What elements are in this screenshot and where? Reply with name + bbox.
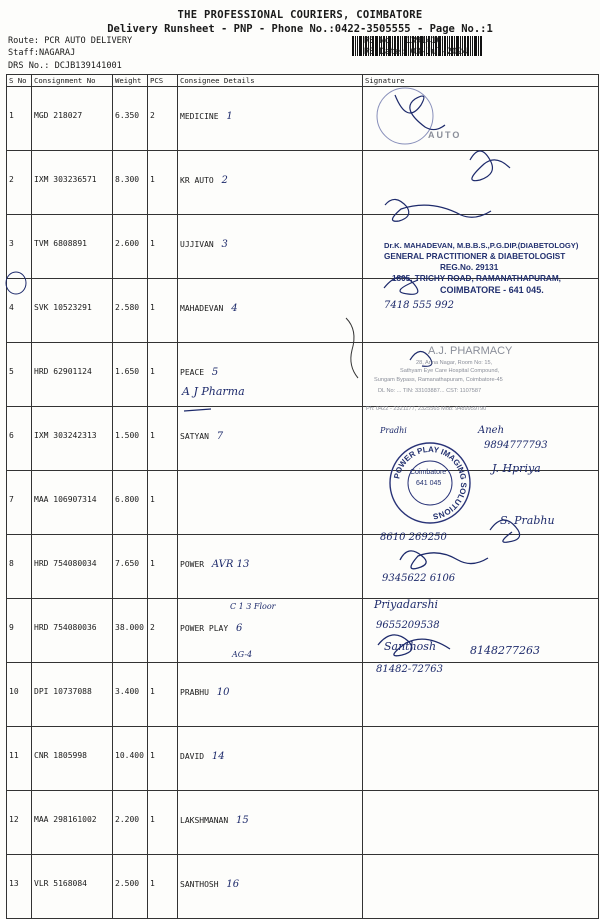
- runsheet-subtitle: Delivery Runsheet - PNP - Phone No.:0422-3505555 - Page No.:1: [107, 23, 493, 35]
- row-weight: 1.500: [113, 407, 148, 471]
- row-consignee: [178, 791, 363, 855]
- handwritten-name-row9: J. Hpriya: [492, 462, 541, 475]
- consignee-name: KR AUTO: [180, 176, 214, 185]
- handwritten-row-note: 5: [211, 367, 219, 378]
- handwritten-phone: 9345622 6106: [382, 573, 456, 584]
- handwritten-row-note: 10: [216, 687, 230, 698]
- consignee-name: POWER PLAY: [180, 624, 229, 633]
- row-pcs: 1: [148, 855, 178, 919]
- drs-value: DCJB139141001: [54, 61, 122, 71]
- pharmacy-stamp-line-6: Ph: 0422 - 2321177, 2325565 Mob: 9489959790: [366, 406, 487, 412]
- col-sno: S No: [7, 75, 32, 87]
- handwritten-row-note: 3: [221, 239, 228, 250]
- consignee-name: UJJIVAN: [180, 240, 214, 249]
- handwritten-phone: 81482-72763: [376, 664, 444, 675]
- staff-value: NAGARAJ: [39, 48, 76, 58]
- row-sno: 13: [7, 855, 32, 919]
- consignee-name: MEDICINE: [180, 112, 219, 121]
- handwritten-phone: 9894777793: [484, 440, 548, 451]
- imaging-stamp-ring-text: POWER PLAY IMAGING SOLUTIONS: [392, 444, 469, 521]
- row-pcs: 2: [148, 599, 178, 663]
- handwritten-phone: 8148277263: [470, 644, 540, 657]
- row-consignment: VLR 5168084: [32, 855, 113, 919]
- handwritten-name-row13: Santhosh: [384, 640, 437, 653]
- row-consignment: CNR 1805998: [32, 727, 113, 791]
- signature-scribble: [385, 199, 491, 221]
- handwritten-row-note: 14: [211, 751, 225, 762]
- signature-scribble: [400, 551, 488, 569]
- row-consignment: IXM 303236571: [32, 151, 113, 215]
- row-weight: 8.300: [113, 151, 148, 215]
- doctor-stamp-line-3: REG.No. 29131: [440, 263, 499, 272]
- row-consignee: [178, 855, 363, 919]
- pharmacy-stamp-line-1: A.J. PHARMACY: [428, 345, 513, 357]
- row-sno: 9: [7, 599, 32, 663]
- circle-mark: [6, 272, 26, 294]
- row-weight: 2.200: [113, 791, 148, 855]
- row-consignment: DPI 10737088: [32, 663, 113, 727]
- handwritten-name-row10: S. Prabhu: [500, 514, 555, 527]
- consignee-name: MAHADEVAN: [180, 304, 224, 313]
- handwritten-row-note: 1: [226, 111, 233, 122]
- row-consignment: HRD 754080036: [32, 599, 113, 663]
- row-consignment: HRD 754080034: [32, 535, 113, 599]
- doctor-stamp-line-1: Dr.K. MAHADEVAN, M.B.B.S.,P.G.DIP.(DIABETOLOGY): [384, 241, 579, 250]
- row-pcs: 1: [148, 663, 178, 727]
- row-weight: 6.800: [113, 471, 148, 535]
- pharmacy-stamp-line-2: 28, Anna Nagar, Room No: 15,: [416, 360, 493, 366]
- handwritten-note-row7: A J Pharma: [182, 385, 245, 398]
- route-label: Route:: [8, 36, 40, 46]
- row-sno: 2: [7, 151, 32, 215]
- row-pcs: 1: [148, 343, 178, 407]
- pharmacy-stamp-line-5: DL No: ... TIN: 33103887... CST: 1107587: [378, 388, 482, 394]
- row-weight: 3.400: [113, 663, 148, 727]
- row-sno: 3: [7, 215, 32, 279]
- row-pcs: 1: [148, 727, 178, 791]
- handwritten-phone: 8610 269250: [380, 532, 447, 543]
- signature-cell: [363, 855, 599, 919]
- consignee-name: PEACE: [180, 368, 205, 377]
- handwritten-note-row12: C 1 3 Floor: [230, 602, 276, 611]
- handwritten-name-row7: Pradhi: [380, 426, 407, 435]
- rs-no-value: 1391410: [405, 36, 442, 46]
- imaging-stamp-center-1: Coimbatore: [410, 469, 447, 476]
- route-value: PCR AUTO DELIVERY: [44, 36, 133, 46]
- auto-stamp-text: AUTO: [428, 130, 462, 140]
- staff-label: Staff:: [8, 48, 40, 58]
- company-title: THE PROFESSIONAL COURIERS, COIMBATORE: [177, 9, 423, 21]
- doctor-stamp-line-5: COIMBATORE - 641 045.: [440, 285, 544, 295]
- handwritten-row-note: AVR 13: [211, 559, 250, 570]
- row-weight: 2.580: [113, 279, 148, 343]
- handwritten-phone: 7418 555 992: [384, 300, 454, 311]
- row-pcs: 1: [148, 471, 178, 535]
- row-weight: 10.400: [113, 727, 148, 791]
- consignee-name: SANTHOSH: [180, 880, 219, 889]
- imaging-stamp-center-2: 641 045: [416, 480, 442, 487]
- doctor-stamp-line-4: 1805, TRICHY ROAD, RAMANATHAPURAM,: [392, 274, 561, 283]
- row-consignment: HRD 62901124: [32, 343, 113, 407]
- row-weight: 7.650: [113, 535, 148, 599]
- row-consignment: TVM 6808891: [32, 215, 113, 279]
- row-consignment: SVK 10523291: [32, 279, 113, 343]
- col-pcs: PCS: [148, 75, 178, 87]
- row-consignment: MGD 218027: [32, 87, 113, 151]
- doctor-stamp-line-2: GENERAL PRACTITIONER & DIABETOLOGIST: [384, 252, 566, 261]
- consignee-name: POWER: [180, 560, 205, 569]
- rs-date-label: RS Date:: [364, 47, 406, 57]
- row-sno: 12: [7, 791, 32, 855]
- row-pcs: 1: [148, 407, 178, 471]
- row-pcs: 2: [148, 87, 178, 151]
- row-sno: 6: [7, 407, 32, 471]
- pharmacy-stamp-line-4: Sungam Bypass, Ramanathapuram, Coimbatore-45: [374, 377, 503, 383]
- row-pcs: 1: [148, 151, 178, 215]
- row-weight: 6.350: [113, 87, 148, 151]
- signature-scribble: [470, 151, 510, 181]
- consignee-name: LAKSHMANAN: [180, 816, 229, 825]
- row-pcs: 1: [148, 535, 178, 599]
- handwritten-row-note: 4: [231, 303, 238, 314]
- row-sno: 7: [7, 471, 32, 535]
- handwritten-row-note: 16: [226, 879, 240, 890]
- row-weight: 1.650: [113, 343, 148, 407]
- handwritten-note-row13: AG-4: [232, 650, 253, 659]
- handwritten-name-row8: Aneh: [478, 425, 505, 436]
- row-consignment: IXM 303242313: [32, 407, 113, 471]
- consignee-name: DAVID: [180, 752, 205, 761]
- row-pcs: 1: [148, 279, 178, 343]
- table-row: [7, 855, 599, 919]
- signature-cell: [363, 791, 599, 855]
- row-pcs: 1: [148, 215, 178, 279]
- row-pcs: 1: [148, 791, 178, 855]
- consignee-name: PRABHU: [180, 688, 209, 697]
- row-consignment: MAA 298161002: [32, 791, 113, 855]
- row-sno: 5: [7, 343, 32, 407]
- handwritten-row-note: 2: [221, 175, 228, 186]
- signature-scribble: [395, 95, 445, 130]
- strikethrough-mark: [184, 409, 211, 411]
- drs-label: DRS No.:: [8, 61, 50, 71]
- table-row: [7, 791, 599, 855]
- row-sno: 1: [7, 87, 32, 151]
- consignee-name: SATYAN: [180, 432, 209, 441]
- handwritten-row-note: 7: [216, 431, 224, 442]
- rs-date-value: 03-Jul-2024: [410, 47, 468, 57]
- bracket-mark: [346, 318, 358, 378]
- pharmacy-stamp-line-3: Sathyam Eye Care Hospital Compound,: [400, 368, 500, 374]
- auto-stamp-ring: [377, 88, 433, 144]
- rs-no-label: RS No.:: [364, 36, 401, 46]
- row-weight: 2.500: [113, 855, 148, 919]
- row-sno: 11: [7, 727, 32, 791]
- row-sno: 4: [7, 279, 32, 343]
- col-consignee: Consignee Details: [178, 75, 363, 87]
- handwritten-phone: 9655209538: [376, 620, 440, 631]
- row-weight: 2.600: [113, 215, 148, 279]
- row-sno: 8: [7, 535, 32, 599]
- col-weight: Weight: [113, 75, 148, 87]
- col-signature: Signature: [363, 75, 599, 87]
- row-weight: 38.000: [113, 599, 148, 663]
- handwritten-row-note: 15: [236, 815, 249, 826]
- row-consignment: MAA 106907314: [32, 471, 113, 535]
- col-consignment: Consignment No: [32, 75, 113, 87]
- handwritten-row-note: 6: [236, 623, 243, 634]
- handwritten-name-row12: Priyadarshi: [374, 598, 439, 611]
- row-sno: 10: [7, 663, 32, 727]
